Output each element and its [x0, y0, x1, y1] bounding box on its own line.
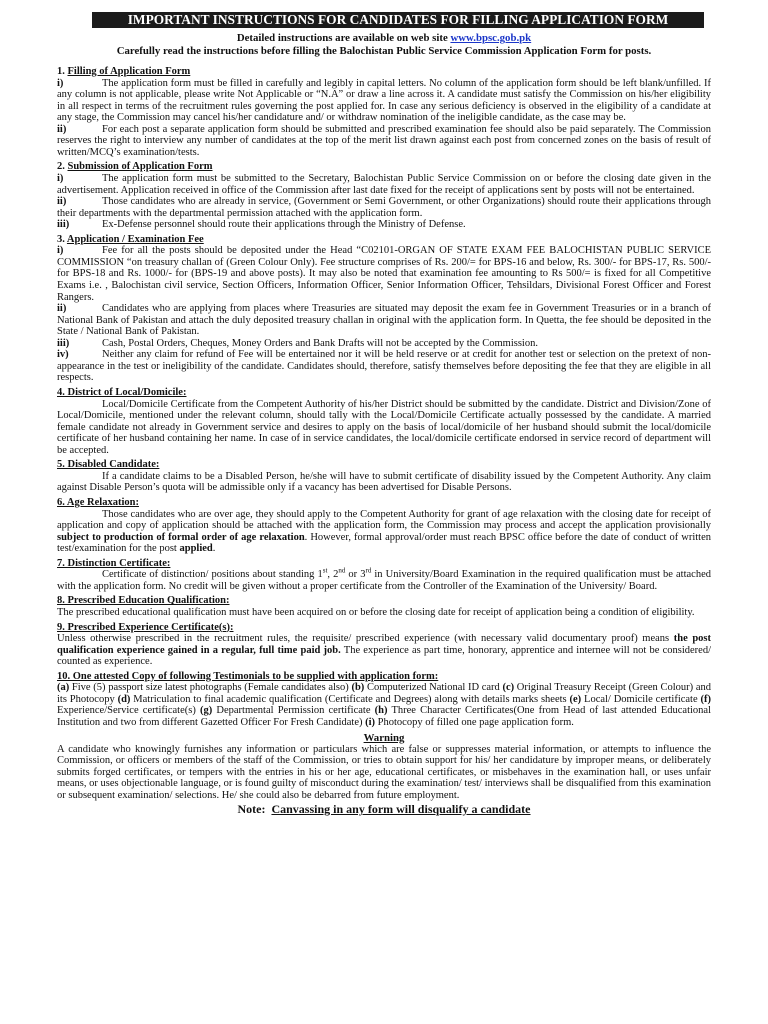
section-2: [57, 161, 711, 230]
website-line-text: Detailed instructions are available on web site: [236, 32, 448, 44]
website-line: [57, 32, 711, 45]
section-4-heading: 4. District of Local/Domicile:: [57, 386, 187, 398]
section-3: [57, 234, 711, 384]
section-2-item-iii: iii) Ex-Defense personnel should route their applications through the Ministry of Defense.: [57, 219, 466, 231]
section-5-heading: 5. Disabled Candidate:: [57, 459, 160, 471]
section-4: [57, 387, 711, 456]
section-10: [57, 671, 711, 729]
warning-heading: Warning: [363, 731, 405, 744]
section-9-body: Unless otherwise prescribed in the recruitment rules, the requisite/ prescribed experience (with necessary valid documentary proof) means the post qualification experience gained in a regular, full time paid job. The experience as part time, honorary, apprentice and internee will not be considered/ counted as experience.: [57, 633, 712, 668]
section-2-item-i: i) The application form must be submitted to the Secretary, Balochistan Public Service Commission on or before the closing date given in the advertisement. Application received in office of the Commission after last date fixed for the receipt of applications sent by posts will not be entertained.: [57, 173, 711, 196]
section-1-item-ii: ii) For each post a separate application form should be submitted and prescribed examination fee should also be paid separately. The Commission reserves the right to interview any number of candidates at the top of the merit list drawn against each post from concerned zones on the basis of result of written/MCQ’s examination/tests.: [57, 123, 711, 158]
section-1: [57, 66, 711, 158]
section-9: [57, 622, 711, 668]
instruction-line: Carefully read the instructions before filling the Balochistan Public Service Commission Application Form for posts.: [116, 45, 652, 57]
section-8-body: The prescribed educational qualification must have been acquired on or before the closing date for receipt of application being a condition of eligibility.: [57, 606, 695, 618]
section-7-heading: 7. Distinction Certificate:: [57, 557, 171, 569]
section-5: [57, 459, 711, 494]
section-2-heading: 2. Submission of Application Form: [57, 161, 213, 173]
document-title: IMPORTANT INSTRUCTIONS FOR CANDIDATES FOR FILLING APPLICATION FORM: [92, 12, 704, 28]
section-10-heading: 10. One attested Copy of following Testimonials to be supplied with application form:: [57, 670, 439, 682]
section-4-body: Local/Domicile Certificate from the Competent Authority of his/her District should be submitted by the candidate. District and Division/Zone of Local/Domicile, mentioned under the relevant column, should tally with the Local/Domicile Certificate actually possessed by the candidate. A married female candidate not already in Government service and desires to apply on the basis of local/domicile of her husband should submit the local/domicile certificate of her husband containing her name. In case of in service candidates, the local/domicile certificate endorsed in service record of department will be accepted.: [57, 398, 711, 456]
note-label: Note:: [237, 802, 266, 817]
website-link[interactable]: www.bpsc.gob.pk: [450, 32, 532, 44]
section-3-item-iv: iv) Neither any claim for refund of Fee will be entertained nor it will be held reserve or at credit for another test or selection on the pretext of non-appearance in the test or ineligibility of the candidate. Candidates should, therefore, satisfy themselves before depositing the fee that they are eligible in all respects.: [57, 349, 711, 384]
section-1-heading: 1. Filling of Application Form: [57, 66, 191, 77]
section-7: [57, 558, 711, 593]
section-8: [57, 595, 711, 618]
note-text: Canvassing in any form will disqualify a candidate: [271, 802, 531, 817]
note-line: [57, 802, 711, 816]
section-6-body: Those candidates who are over age, they should apply to the Competent Authority for grant of age relaxation with the closing date for receipt of application and copy of application should be attached with the application form, the Commission may process and accept the application provisionally subject to production of formal order of age relaxation. However, formal approval/order must reach BPSC office before the date of conduct of written test/examination for the post applied.: [57, 508, 711, 555]
section-7-body: Certificate of distinction/ positions about standing 1st, 2nd or 3rd in University/Board Examination in the required qualification must be attached with the application form. No credit will be given without a proper certificate from the Controller of the Examination of the University/ Board.: [57, 566, 712, 592]
warning-section: [57, 732, 711, 802]
section-6: [57, 497, 711, 555]
section-8-heading: 8. Prescribed Education Qualification:: [57, 595, 230, 607]
section-10-body: (a) Five (5) passport size latest photographs (Female candidates also) (b) Computerized National ID card (c) Original Treasury Receipt (Green Colour) and its Photocopy (d) Matriculation to final academic qualification (Certificate and Degrees) along with details marks sheets (e) Local/ Domicile certificate (f) Experience/Service certificate(s) (g) Departmental Permission certificate (h) Three Character Certificates(One from Head of last attended Educational Institution and two from different Gazetted Officer For Fresh Candidate) (i) Photocopy of filled one page application form.: [57, 682, 712, 728]
section-9-heading: 9. Prescribed Experience Certificate(s):: [57, 621, 234, 633]
section-3-item-ii: ii) Candidates who are applying from places where Treasuries are situated may deposit the exam fee in Government Treasuries or in a branch of National Bank of Pakistan and attach the duly deposited treasury challan in original with the application form. In Quetta, the fee should be deposited in the State / National Bank of Pakistan.: [57, 303, 711, 338]
section-6-heading: 6. Age Relaxation:: [57, 496, 139, 508]
section-1-item-i: i) The application form must be filled in carefully and legibly in capital letters. No column of the application form should be left blank/unfilled. If any column is not applicable, please write Not Applicable or “N.A” or draw a line across it. A candidate must satisfy the Commission on his/her eligibility in all respect in terms of the recruitment rules governing the post applied for. In case any serious deficiency is observed in the eligibility of a candidate at any stage, the Commission may cancel his/her candidature and/ or withdraw nomination of the ineligible candidate, as the case may be.: [57, 77, 711, 124]
section-3-item-iii: iii) Cash, Postal Orders, Cheques, Money Orders and Bank Drafts will not be accepted by the Commission.: [57, 337, 538, 349]
section-3-heading: 3. Application / Examination Fee: [57, 233, 204, 245]
section-2-item-ii: ii) Those candidates who are already in service, (Government or Semi Government, or other Organizations) should route their applications through their departments with the departmental permission attached with the application form.: [57, 196, 711, 219]
warning-body: A candidate who knowingly furnishes any information or particulars which are false or suppresses material information, or attempts to influence the Commission, or officers or members of the staff of the Commission, or tries to obtain support for his/ her candidature by improper means, or deliberately submits forged certificates, or tempers with the entries in his or her age, educational certificates, or misbehaves in the examination hall, or uses unfair means, or uses objectionable language, or is found guilty of misconduct during the examination/ test/ interviews shall be disqualified from this examination or subsequent examination/ selections. He/ she could also be debarred from future employment.: [57, 743, 711, 801]
section-5-body: If a candidate claims to be a Disabled Person, he/she will have to submit certificate of disability issued by the Competent Authority. Any claim against Disable Person’s quota will be admissible only if a vacancy has been advertised for Disable Persons.: [57, 470, 711, 494]
section-3-item-i: i) Fee for all the posts should be deposited under the Head “C02101-ORGAN OF STATE EXAM FEE BALOCHISTAN PUBLIC SERVICE COMMISSION “on treasury challan of (Green Colour Only). Fee structure comprises of Rs. 200/= for BPS-16 and below, Rs. 300/- for BPS-17, Rs. 500/- for BPS-18 and Rs. 1000/- for (BPS-19 and above posts). It may also be noted that examination fee amounting to Rs 500/= is fixed for all Competitive Exams i.e. , Balochistan civil service, Section Officers, Information Officer, Senior Information Officer, Tehsildars, Divisional Forest Officer and Forest Rangers.: [57, 245, 711, 303]
